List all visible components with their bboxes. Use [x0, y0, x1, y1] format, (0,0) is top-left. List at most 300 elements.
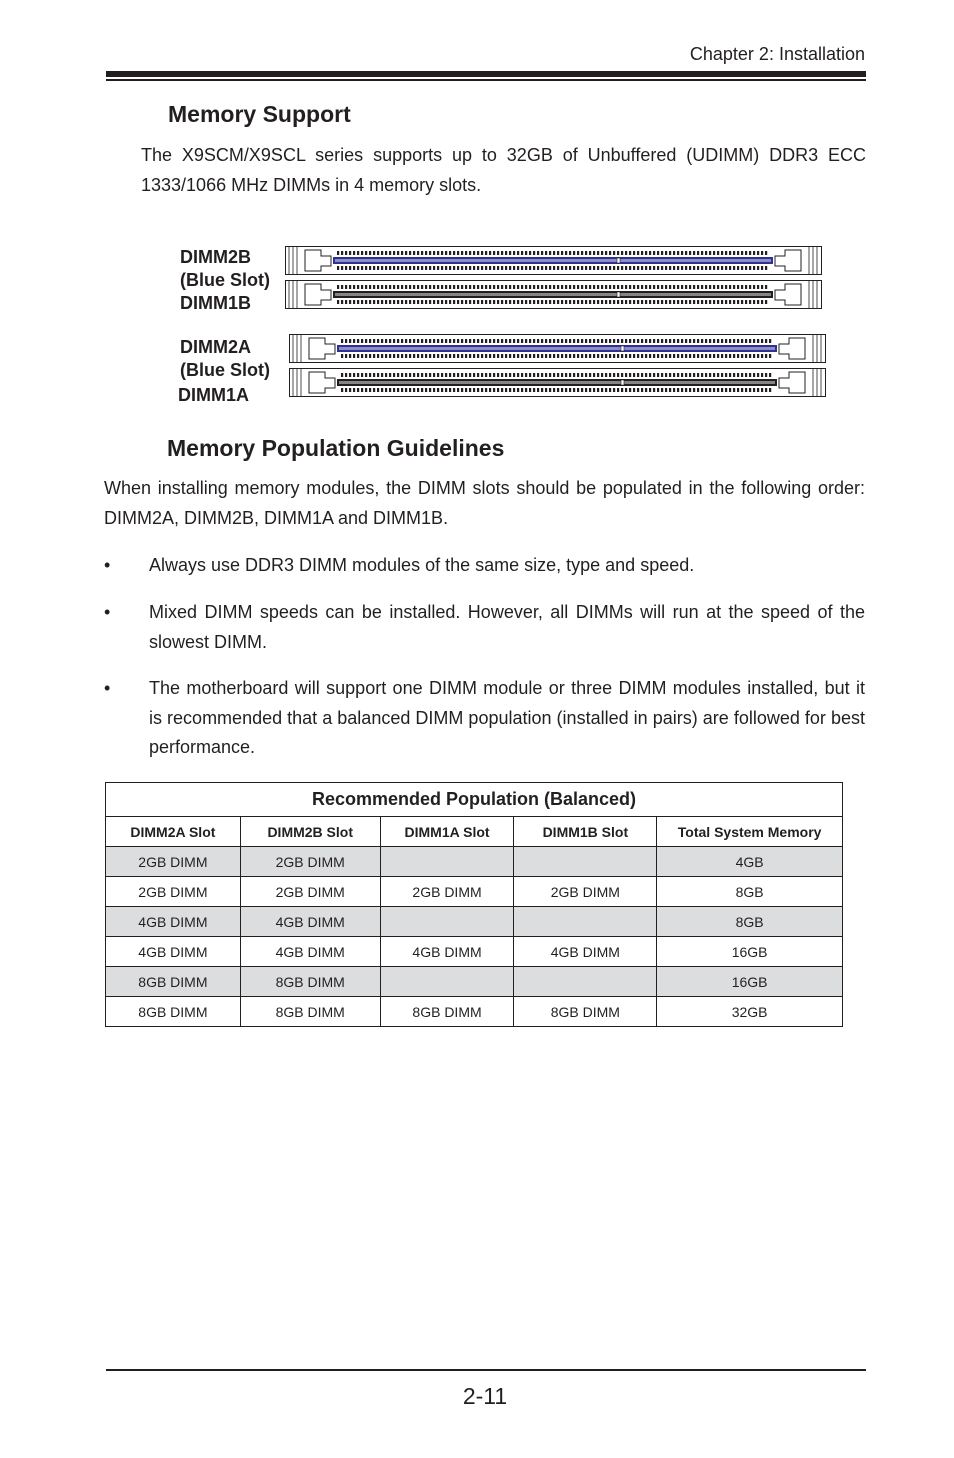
pin-mark-top	[597, 285, 599, 289]
pin-mark-bottom	[497, 300, 499, 304]
table-cell: 4GB DIMM	[240, 937, 380, 967]
pin-mark-top	[513, 285, 515, 289]
pin-mark-bottom	[357, 266, 359, 270]
pin-mark-top	[729, 373, 731, 377]
pin-mark-bottom	[733, 388, 735, 392]
pin-mark-top	[525, 285, 527, 289]
pin-mark-top	[509, 285, 511, 289]
pin-mark-top	[661, 251, 663, 255]
pin-mark-bottom	[493, 300, 495, 304]
pin-mark-top	[733, 251, 735, 255]
slot-channel-highlight	[339, 381, 775, 384]
pin-mark-bottom	[401, 388, 403, 392]
pin-mark-bottom	[705, 266, 707, 270]
pin-mark-top	[493, 339, 495, 343]
pin-mark-bottom	[669, 388, 671, 392]
pin-mark-bottom	[761, 300, 763, 304]
pin-mark-top	[429, 251, 431, 255]
pin-mark-top	[629, 373, 631, 377]
pin-mark-top	[593, 251, 595, 255]
table-cell: 8GB DIMM	[240, 997, 380, 1027]
pin-mark-top	[633, 285, 635, 289]
pin-mark-bottom	[541, 300, 543, 304]
pin-mark-top	[761, 251, 763, 255]
pin-mark-bottom	[509, 300, 511, 304]
pin-mark-bottom	[665, 354, 667, 358]
pin-mark-top	[765, 339, 767, 343]
pin-mark-top	[669, 285, 671, 289]
pin-mark-top	[533, 251, 535, 255]
pin-mark-top	[469, 251, 471, 255]
pin-mark-bottom	[409, 266, 411, 270]
pin-mark-bottom	[753, 300, 755, 304]
pin-mark-bottom	[661, 266, 663, 270]
pin-mark-top	[749, 251, 751, 255]
pin-mark-bottom	[433, 300, 435, 304]
pin-mark-bottom	[389, 354, 391, 358]
table-cell: 8GB DIMM	[380, 997, 514, 1027]
pin-mark-bottom	[377, 266, 379, 270]
pin-mark-top	[633, 373, 635, 377]
pin-mark-top	[745, 373, 747, 377]
pin-mark-bottom	[609, 300, 611, 304]
pin-mark-bottom	[481, 300, 483, 304]
pin-mark-bottom	[741, 388, 743, 392]
pin-mark-top	[445, 285, 447, 289]
pin-mark-bottom	[517, 354, 519, 358]
pin-mark-bottom	[609, 266, 611, 270]
pin-mark-bottom	[377, 388, 379, 392]
pin-mark-bottom	[457, 388, 459, 392]
pin-mark-top	[577, 285, 579, 289]
pin-mark-top	[521, 373, 523, 377]
pin-mark-top	[757, 373, 759, 377]
pin-mark-bottom	[529, 300, 531, 304]
pin-mark-bottom	[605, 300, 607, 304]
pin-mark-top	[741, 285, 743, 289]
pin-mark-top	[613, 285, 615, 289]
pin-mark-top	[501, 373, 503, 377]
pin-mark-bottom	[341, 354, 343, 358]
pin-mark-bottom	[689, 388, 691, 392]
pin-mark-bottom	[637, 266, 639, 270]
pin-mark-top	[637, 285, 639, 289]
pin-mark-top	[645, 285, 647, 289]
pin-mark-bottom	[597, 354, 599, 358]
pin-mark-top	[433, 373, 435, 377]
pin-mark-top	[765, 285, 767, 289]
pin-mark-bottom	[473, 354, 475, 358]
pin-mark-top	[649, 373, 651, 377]
pin-mark-bottom	[537, 354, 539, 358]
dimm1b-slot	[286, 281, 822, 309]
pin-mark-bottom	[437, 354, 439, 358]
pin-mark-top	[749, 285, 751, 289]
pin-mark-bottom	[353, 266, 355, 270]
pin-mark-bottom	[593, 266, 595, 270]
pin-mark-top	[377, 251, 379, 255]
pin-mark-bottom	[757, 388, 759, 392]
pin-mark-top	[561, 373, 563, 377]
pin-mark-top	[493, 373, 495, 377]
pin-mark-bottom	[501, 354, 503, 358]
pin-mark-top	[697, 373, 699, 377]
pin-mark-top	[481, 285, 483, 289]
pin-mark-top	[513, 373, 515, 377]
pin-mark-top	[617, 251, 619, 255]
pin-mark-bottom	[541, 388, 543, 392]
pin-mark-bottom	[449, 388, 451, 392]
pin-mark-top	[593, 285, 595, 289]
pin-mark-bottom	[649, 354, 651, 358]
table-cell: 2GB DIMM	[240, 877, 380, 907]
pin-mark-bottom	[445, 388, 447, 392]
pin-mark-bottom	[629, 266, 631, 270]
pin-mark-top	[389, 373, 391, 377]
pin-mark-top	[385, 339, 387, 343]
pin-mark-bottom	[553, 354, 555, 358]
pin-mark-top	[521, 285, 523, 289]
pin-mark-top	[581, 373, 583, 377]
pin-mark-bottom	[437, 388, 439, 392]
dimm-label-blue-slot-b: (Blue Slot)	[180, 270, 270, 290]
pin-mark-bottom	[409, 354, 411, 358]
pin-mark-bottom	[501, 266, 503, 270]
table-row	[106, 997, 843, 1027]
pin-mark-bottom	[397, 266, 399, 270]
pin-mark-bottom	[685, 266, 687, 270]
pin-mark-bottom	[525, 266, 527, 270]
pin-mark-top	[657, 339, 659, 343]
pin-mark-bottom	[677, 354, 679, 358]
table-cell: 8GB DIMM	[106, 997, 241, 1027]
pin-mark-bottom	[461, 300, 463, 304]
dimm2b-slot	[286, 247, 822, 275]
pin-mark-bottom	[421, 354, 423, 358]
pin-mark-bottom	[693, 388, 695, 392]
pin-mark-top	[645, 373, 647, 377]
pin-mark-bottom	[345, 266, 347, 270]
pin-mark-top	[585, 285, 587, 289]
pin-mark-bottom	[617, 388, 619, 392]
pin-mark-bottom	[697, 388, 699, 392]
pin-mark-top	[685, 251, 687, 255]
pin-mark-bottom	[397, 354, 399, 358]
pin-mark-bottom	[557, 388, 559, 392]
table-cell: 4GB DIMM	[240, 907, 380, 937]
pin-mark-bottom	[733, 266, 735, 270]
pin-mark-top	[593, 339, 595, 343]
pin-mark-bottom	[469, 300, 471, 304]
table-cell: 4GB DIMM	[106, 907, 241, 937]
pin-mark-top	[441, 373, 443, 377]
pin-mark-top	[701, 285, 703, 289]
pin-mark-top	[549, 373, 551, 377]
pin-mark-bottom	[465, 300, 467, 304]
pin-mark-bottom	[453, 300, 455, 304]
pin-mark-bottom	[581, 300, 583, 304]
pin-mark-top	[693, 339, 695, 343]
pin-mark-bottom	[349, 388, 351, 392]
pin-mark-bottom	[721, 354, 723, 358]
pin-mark-top	[557, 285, 559, 289]
pin-mark-top	[589, 373, 591, 377]
pin-mark-top	[577, 373, 579, 377]
pin-mark-bottom	[425, 388, 427, 392]
pin-mark-top	[657, 251, 659, 255]
pin-mark-top	[589, 339, 591, 343]
pin-mark-bottom	[521, 388, 523, 392]
pin-mark-bottom	[393, 300, 395, 304]
pin-mark-top	[745, 285, 747, 289]
pin-mark-top	[461, 339, 463, 343]
bullet-text: The motherboard will support one DIMM module or three DIMM modules installed, but it is recommended that a balanced DIMM population (installed in pairs) are followed for best performance.	[149, 678, 865, 757]
pin-mark-bottom	[605, 354, 607, 358]
pin-mark-bottom	[413, 354, 415, 358]
pin-mark-top	[697, 339, 699, 343]
pin-mark-top	[517, 285, 519, 289]
pin-mark-bottom	[433, 354, 435, 358]
pin-mark-bottom	[429, 388, 431, 392]
pin-mark-top	[541, 373, 543, 377]
pin-mark-top	[573, 285, 575, 289]
pin-mark-top	[693, 373, 695, 377]
pin-mark-bottom	[589, 388, 591, 392]
pin-mark-top	[753, 373, 755, 377]
pin-mark-bottom	[721, 300, 723, 304]
pin-mark-bottom	[381, 388, 383, 392]
pin-mark-bottom	[697, 300, 699, 304]
pin-mark-top	[685, 285, 687, 289]
pin-mark-top	[649, 339, 651, 343]
pin-mark-top	[353, 251, 355, 255]
pin-mark-top	[405, 373, 407, 377]
pin-mark-top	[433, 339, 435, 343]
pin-mark-top	[413, 373, 415, 377]
pin-mark-top	[493, 251, 495, 255]
pin-mark-bottom	[533, 354, 535, 358]
pin-mark-top	[393, 251, 395, 255]
pin-mark-top	[341, 339, 343, 343]
pin-mark-bottom	[405, 300, 407, 304]
pin-mark-top	[733, 373, 735, 377]
pin-mark-bottom	[573, 388, 575, 392]
pin-mark-top	[681, 251, 683, 255]
pin-mark-bottom	[749, 266, 751, 270]
pin-mark-bottom	[513, 300, 515, 304]
pin-mark-bottom	[633, 388, 635, 392]
pin-mark-top	[737, 285, 739, 289]
pin-mark-top	[409, 373, 411, 377]
pin-mark-top	[701, 373, 703, 377]
pin-mark-top	[357, 339, 359, 343]
pin-mark-top	[505, 251, 507, 255]
pin-mark-bottom	[685, 354, 687, 358]
pin-mark-top	[349, 373, 351, 377]
pin-mark-top	[565, 339, 567, 343]
pin-mark-bottom	[509, 266, 511, 270]
pin-mark-bottom	[617, 354, 619, 358]
pin-mark-top	[497, 373, 499, 377]
pin-mark-top	[469, 339, 471, 343]
pin-mark-bottom	[657, 354, 659, 358]
pin-mark-bottom	[645, 388, 647, 392]
pin-mark-top	[573, 373, 575, 377]
pin-mark-bottom	[669, 354, 671, 358]
pin-mark-bottom	[609, 388, 611, 392]
pin-mark-top	[453, 373, 455, 377]
pin-mark-top	[729, 251, 731, 255]
pin-mark-top	[561, 285, 563, 289]
pin-mark-bottom	[485, 354, 487, 358]
table-cell	[514, 907, 657, 937]
pin-mark-top	[765, 373, 767, 377]
pin-mark-bottom	[621, 266, 623, 270]
pin-mark-top	[517, 373, 519, 377]
pin-mark-top	[401, 373, 403, 377]
table-row	[106, 847, 843, 877]
pin-mark-top	[449, 251, 451, 255]
pin-mark-top	[373, 285, 375, 289]
pin-mark-top	[733, 285, 735, 289]
pin-mark-top	[597, 339, 599, 343]
bullet-symbol: •	[104, 678, 111, 698]
pin-mark-bottom	[589, 354, 591, 358]
slot-key-notch	[621, 346, 624, 351]
pin-mark-bottom	[713, 388, 715, 392]
pin-mark-top	[541, 285, 543, 289]
pin-mark-bottom	[737, 300, 739, 304]
pin-mark-bottom	[701, 266, 703, 270]
pin-mark-bottom	[765, 354, 767, 358]
pin-mark-bottom	[693, 354, 695, 358]
pin-mark-top	[437, 373, 439, 377]
pin-mark-bottom	[681, 300, 683, 304]
pin-mark-top	[345, 285, 347, 289]
pin-mark-bottom	[369, 354, 371, 358]
pin-mark-bottom	[649, 388, 651, 392]
pin-mark-bottom	[497, 354, 499, 358]
slot-key-notch	[617, 258, 620, 263]
pin-mark-bottom	[557, 354, 559, 358]
pin-mark-top	[609, 339, 611, 343]
pin-mark-top	[413, 251, 415, 255]
pin-mark-top	[709, 251, 711, 255]
pin-mark-bottom	[481, 354, 483, 358]
pin-mark-bottom	[689, 266, 691, 270]
pin-mark-top	[353, 373, 355, 377]
pin-mark-top	[717, 339, 719, 343]
pin-mark-top	[709, 373, 711, 377]
pin-mark-bottom	[601, 388, 603, 392]
pin-mark-bottom	[449, 266, 451, 270]
pin-mark-bottom	[481, 266, 483, 270]
table-cell: 2GB DIMM	[240, 847, 380, 877]
pin-mark-top	[477, 373, 479, 377]
pin-mark-top	[729, 285, 731, 289]
pin-mark-bottom	[661, 300, 663, 304]
pin-mark-bottom	[513, 354, 515, 358]
pin-mark-bottom	[749, 354, 751, 358]
pin-mark-top	[605, 373, 607, 377]
pin-mark-bottom	[509, 388, 511, 392]
pin-mark-bottom	[725, 388, 727, 392]
pin-mark-bottom	[653, 266, 655, 270]
pin-mark-bottom	[653, 300, 655, 304]
pin-mark-bottom	[645, 354, 647, 358]
pin-mark-top	[677, 339, 679, 343]
pin-mark-bottom	[493, 266, 495, 270]
pin-mark-top	[397, 285, 399, 289]
table-cell: 16GB	[657, 937, 843, 967]
pin-mark-bottom	[729, 388, 731, 392]
pin-mark-top	[421, 251, 423, 255]
table-cell: 2GB DIMM	[514, 877, 657, 907]
pin-mark-top	[501, 285, 503, 289]
pin-mark-bottom	[501, 388, 503, 392]
pin-mark-bottom	[429, 300, 431, 304]
pin-mark-bottom	[585, 300, 587, 304]
pin-mark-top	[489, 251, 491, 255]
pin-mark-top	[489, 339, 491, 343]
pin-mark-bottom	[633, 300, 635, 304]
pin-mark-top	[381, 285, 383, 289]
pin-mark-bottom	[493, 354, 495, 358]
pin-mark-top	[497, 339, 499, 343]
pin-mark-top	[485, 251, 487, 255]
pin-mark-bottom	[685, 388, 687, 392]
pin-mark-bottom	[561, 354, 563, 358]
pin-mark-bottom	[477, 300, 479, 304]
pin-mark-bottom	[413, 388, 415, 392]
pin-mark-top	[485, 285, 487, 289]
pin-mark-top	[449, 373, 451, 377]
pin-mark-bottom	[529, 354, 531, 358]
pin-mark-top	[341, 285, 343, 289]
pin-mark-top	[673, 251, 675, 255]
pin-mark-top	[749, 373, 751, 377]
bullet-item	[104, 598, 865, 658]
section-title-memory-support: Memory Support	[168, 101, 351, 127]
pin-mark-bottom	[673, 354, 675, 358]
pin-mark-bottom	[593, 354, 595, 358]
pin-mark-bottom	[401, 354, 403, 358]
bullet-text: Mixed DIMM speeds can be installed. However, all DIMMs will run at the speed of the slowest DIMM.	[149, 602, 865, 652]
column-header: DIMM2A Slot	[106, 817, 241, 847]
pin-mark-top	[665, 285, 667, 289]
dimm-label-blue-slot-a: (Blue Slot)	[180, 360, 270, 380]
pin-mark-top	[653, 373, 655, 377]
pin-mark-bottom	[425, 354, 427, 358]
pin-mark-top	[665, 339, 667, 343]
pin-mark-top	[469, 373, 471, 377]
pin-mark-bottom	[449, 300, 451, 304]
pin-mark-top	[741, 339, 743, 343]
pin-mark-top	[417, 373, 419, 377]
pin-mark-bottom	[749, 300, 751, 304]
pin-mark-bottom	[737, 388, 739, 392]
pin-mark-bottom	[453, 388, 455, 392]
pin-mark-top	[569, 251, 571, 255]
pin-mark-bottom	[561, 266, 563, 270]
pin-mark-bottom	[577, 354, 579, 358]
pin-mark-bottom	[541, 266, 543, 270]
pin-mark-bottom	[613, 388, 615, 392]
pin-mark-top	[757, 285, 759, 289]
pin-mark-bottom	[753, 354, 755, 358]
pin-mark-top	[645, 339, 647, 343]
column-header: DIMM1B Slot	[514, 817, 657, 847]
